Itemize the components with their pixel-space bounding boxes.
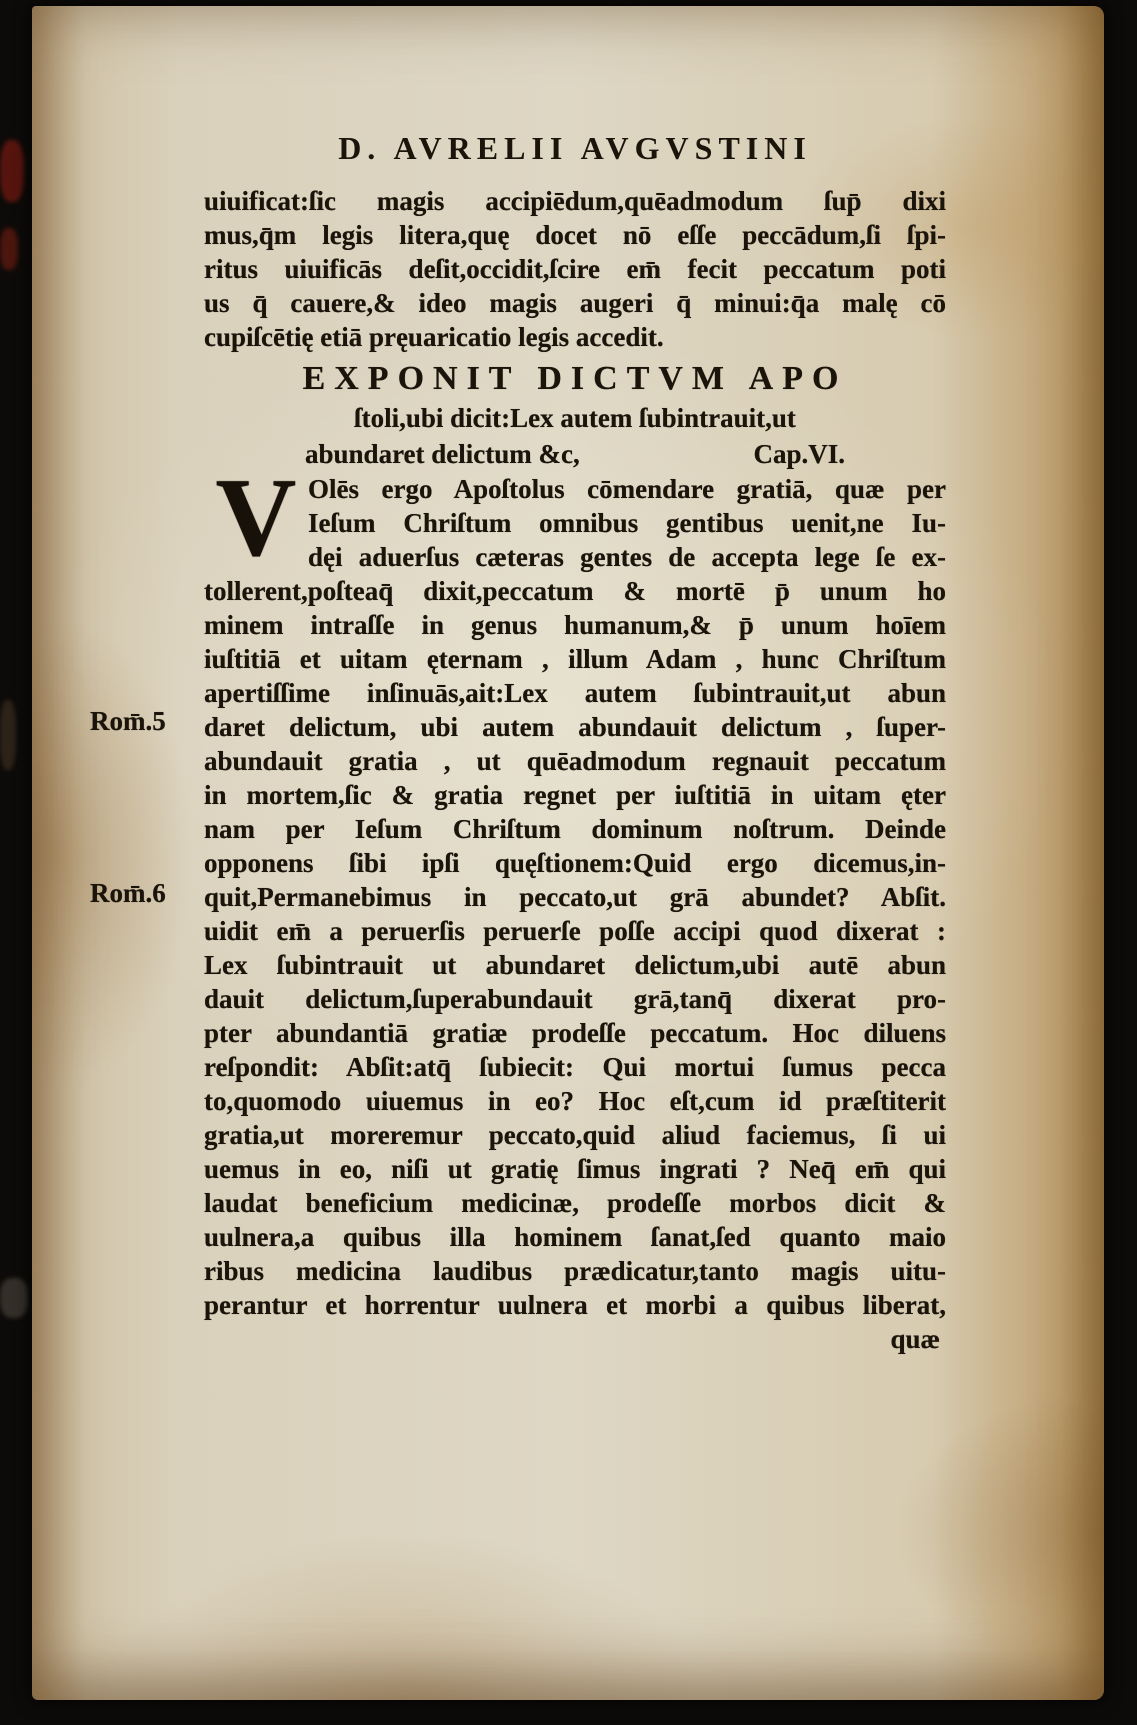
text-line: ritus uiuificās deſit,occidit,ſcire em̄ fecit peccatum poti <box>204 254 946 284</box>
text-line: uiuificat:ſic magis accipiēdum,quēadmodum ſup̄ dixi <box>204 186 946 216</box>
chapter-heading-line2: ſtoli,ubi dicit:Lex autem ſubintrauit,ut <box>354 403 796 433</box>
text-line: laudat beneficium medicinæ, prodeſſe morbos dicit & <box>204 1188 946 1218</box>
text-line: daret delictum, ubi autem abundauit delictum , ſuper- <box>204 712 946 742</box>
catchword-text: quæ <box>890 1324 940 1354</box>
text-line: Lex ſubintrauit ut abundaret delictum,ubi autē abun <box>204 950 946 980</box>
text-line: us q̄ cauere,& ideo magis augeri q̄ minui:q̄a malę cō <box>204 288 946 318</box>
text-line: uidit em̄ a peruerſis peruerſe poſſe accipi quod dixerat : <box>204 916 946 946</box>
text-line: to,quomodo uiuemus in eo? Hoc eſt,cum id præſtiterit <box>204 1086 946 1116</box>
text-line: Olēs ergo Apoſtolus cōmendare gratiā, quæ per <box>308 474 946 504</box>
text-line: reſpondit: Abſit:atq̄ ſubiecit: Qui mortui ſumus pecca <box>204 1052 946 1082</box>
text-line: uulnera,a quibus illa hominem ſanat,ſed quanto maio <box>204 1222 946 1252</box>
edge-artifact <box>0 228 18 270</box>
running-header: D. AVRELII AVGVSTINI <box>338 130 812 166</box>
text-line: apertiſſime inſinuās,ait:Lex autem ſubintrauit,ut abun <box>204 678 946 708</box>
text-line: tollerent,poſteaq̄ dixit,peccatum & mortē p̄ unum ho <box>204 576 946 606</box>
chapter-number: Cap.VI. <box>753 439 845 469</box>
edge-artifact <box>0 1278 28 1318</box>
text-line: ribus medicina laudibus prædicatur,tanto magis uitu- <box>204 1256 946 1286</box>
page <box>32 6 1104 1700</box>
chapter-heading-line1: EXPONIT DICTVM APO <box>302 360 848 397</box>
text-line: dęi aduerſus cæteras gentes de accepta lege ſe ex- <box>308 542 946 572</box>
drop-cap: V <box>215 456 297 580</box>
text-line: nam per Ieſum Chriſtum dominum noſtrum. Deinde <box>204 814 946 844</box>
chapter-heading-text: abundaret delictum &c, <box>305 439 580 469</box>
text-line: in mortem,ſic & gratia regnet per iuſtitiā in uitam ęter <box>204 780 946 810</box>
text-line: Ieſum Chriſtum omnibus gentibus uenit,ne Iu- <box>308 508 946 538</box>
text-line: uemus in eo, niſi ut gratię ſimus ingrati ? Neq̄ em̄ qui <box>204 1154 946 1184</box>
text-line: minem intraſſe in genus humanum,& p̄ unum hoīem <box>204 610 946 640</box>
text-line: pter abundantiā gratiæ prodeſſe peccatum. Hoc diluens <box>204 1018 946 1048</box>
edge-artifact <box>0 700 16 770</box>
text-line: abundauit gratia , ut quēadmodum regnauit peccatum <box>204 746 946 776</box>
catchword <box>204 1322 946 1356</box>
paragraph-continuation <box>204 184 946 354</box>
text-line: dauit delictum,ſuperabundauit grā,tanq̄ dixerat pro- <box>204 984 946 1014</box>
edge-artifact <box>0 140 24 202</box>
text-line: iuſtitiā et uitam ęternam , illum Adam , hunc Chriſtum <box>204 644 946 674</box>
margin-note-rom5: Rom̄.5 <box>90 706 166 736</box>
text-line: gratia,ut moreremur peccato,quid aliud faciemus, ſi ui <box>204 1120 946 1150</box>
chapter-body <box>204 456 946 1356</box>
chapter-heading-line3 <box>305 436 845 472</box>
text-line: quit,Permanebimus in peccato,ut grā abundet? Abſit. <box>204 882 946 912</box>
chapter-heading <box>204 358 946 472</box>
text-line: mus,q̄m legis litera,quę docet nō eſſe peccādum,ſi ſpi- <box>204 220 946 250</box>
text-line: cupiſcētię etiā pręuaricatio legis accedit. <box>204 322 664 352</box>
text-line: perantur et horrentur uulnera et morbi a quibus liberat, <box>204 1290 946 1320</box>
text-line: opponens ſibi ipſi quęſtionem:Quid ergo dicemus,in- <box>204 848 946 878</box>
margin-note-rom6: Rom̄.6 <box>90 878 166 908</box>
